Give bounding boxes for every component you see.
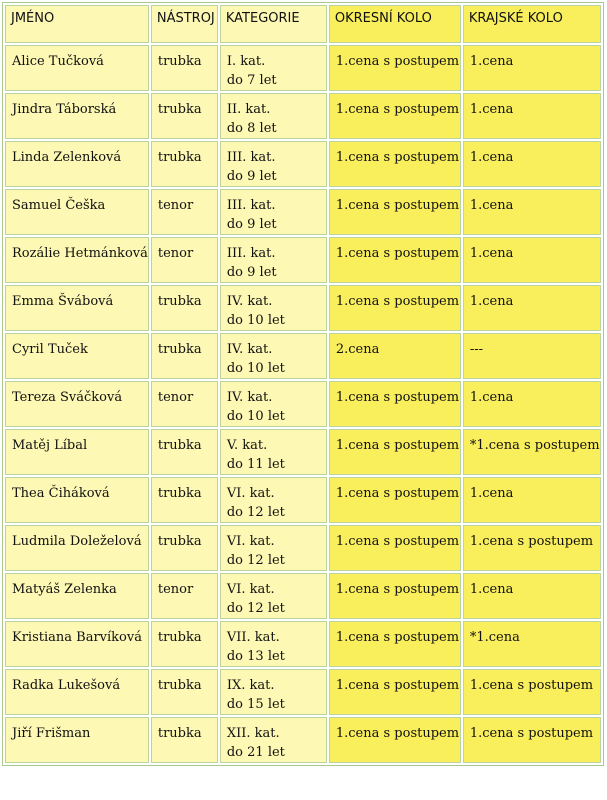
header-row xyxy=(5,5,601,43)
category-level: VI. kat. xyxy=(226,582,275,597)
district-result: 1.cena s postupem xyxy=(329,237,461,283)
table-row xyxy=(5,477,601,523)
district-result: 1.cena s postupem xyxy=(329,573,461,619)
instrument: trubka xyxy=(151,477,218,523)
category-level: II. kat. xyxy=(226,102,271,117)
instrument: tenor xyxy=(151,189,218,235)
instrument: tenor xyxy=(151,237,218,283)
category-level: III. kat. xyxy=(226,246,276,261)
category-level: III. kat. xyxy=(226,198,276,213)
instrument: trubka xyxy=(151,669,218,715)
category-level: VII. kat. xyxy=(226,630,280,645)
header-category: KATEGORIE xyxy=(220,5,327,43)
category xyxy=(220,93,327,139)
student-name: Samuel Češka xyxy=(5,189,149,235)
district-result: 1.cena s postupem xyxy=(329,621,461,667)
district-result: 1.cena s postupem xyxy=(329,525,461,571)
category-level: VI. kat. xyxy=(226,486,275,501)
regional-result: 1.cena xyxy=(463,237,601,283)
category-age: do 12 let xyxy=(226,505,285,520)
instrument: trubka xyxy=(151,45,218,91)
regional-result: *1.cena s postupem xyxy=(463,429,601,475)
table-row xyxy=(5,573,601,619)
student-name: Radka Lukešová xyxy=(5,669,149,715)
category xyxy=(220,477,327,523)
regional-result: 1.cena xyxy=(463,285,601,331)
category-age: do 9 let xyxy=(226,265,277,280)
category-age: do 8 let xyxy=(226,121,277,136)
student-name: Thea Čiháková xyxy=(5,477,149,523)
regional-result: 1.cena xyxy=(463,141,601,187)
category-level: I. kat. xyxy=(226,54,266,69)
instrument: tenor xyxy=(151,381,218,427)
category-age: do 13 let xyxy=(226,649,285,664)
district-result: 2.cena xyxy=(329,333,461,379)
category-age: do 15 let xyxy=(226,697,285,712)
table-row xyxy=(5,45,601,91)
category-age: do 12 let xyxy=(226,601,285,616)
student-name: Kristiana Barvíková xyxy=(5,621,149,667)
student-name: Alice Tučková xyxy=(5,45,149,91)
student-name: Rozálie Hetmánková xyxy=(5,237,149,283)
student-name: Matěj Líbal xyxy=(5,429,149,475)
category-age: do 10 let xyxy=(226,409,285,424)
regional-result: 1.cena xyxy=(463,189,601,235)
instrument: trubka xyxy=(151,93,218,139)
student-name: Ludmila Doleželová xyxy=(5,525,149,571)
regional-result: --- xyxy=(463,333,601,379)
category-age: do 12 let xyxy=(226,553,285,568)
student-name: Emma Švábová xyxy=(5,285,149,331)
district-result: 1.cena s postupem xyxy=(329,45,461,91)
district-result: 1.cena s postupem xyxy=(329,93,461,139)
category xyxy=(220,717,327,763)
regional-result: 1.cena s postupem xyxy=(463,717,601,763)
header-name: JMÉNO xyxy=(5,5,149,43)
header-instrument: NÁSTROJ xyxy=(151,5,218,43)
category xyxy=(220,237,327,283)
table-row xyxy=(5,189,601,235)
instrument: trubka xyxy=(151,621,218,667)
category-age: do 9 let xyxy=(226,169,277,184)
district-result: 1.cena s postupem xyxy=(329,429,461,475)
student-name: Linda Zelenková xyxy=(5,141,149,187)
table-row xyxy=(5,717,601,763)
category xyxy=(220,573,327,619)
table-row xyxy=(5,285,601,331)
instrument: trubka xyxy=(151,429,218,475)
table-body xyxy=(5,45,601,763)
category-level: IV. kat. xyxy=(226,294,273,309)
instrument: trubka xyxy=(151,717,218,763)
table-row xyxy=(5,621,601,667)
category xyxy=(220,333,327,379)
instrument: trubka xyxy=(151,285,218,331)
category-age: do 7 let xyxy=(226,73,277,88)
category xyxy=(220,141,327,187)
regional-result: 1.cena xyxy=(463,477,601,523)
instrument: trubka xyxy=(151,525,218,571)
district-result: 1.cena s postupem xyxy=(329,285,461,331)
category-level: V. kat. xyxy=(226,438,268,453)
table-row xyxy=(5,429,601,475)
regional-result: 1.cena s postupem xyxy=(463,669,601,715)
table-row xyxy=(5,669,601,715)
student-name: Matyáš Zelenka xyxy=(5,573,149,619)
instrument: trubka xyxy=(151,141,218,187)
category xyxy=(220,189,327,235)
instrument: trubka xyxy=(151,333,218,379)
category xyxy=(220,285,327,331)
category xyxy=(220,621,327,667)
category xyxy=(220,525,327,571)
category-level: XII. kat. xyxy=(226,726,280,741)
category xyxy=(220,429,327,475)
category-age: do 10 let xyxy=(226,313,285,328)
category-age: do 21 let xyxy=(226,745,285,760)
regional-result: 1.cena xyxy=(463,45,601,91)
header-district-round: OKRESNÍ KOLO xyxy=(329,5,461,43)
regional-result: 1.cena xyxy=(463,93,601,139)
instrument: tenor xyxy=(151,573,218,619)
district-result: 1.cena s postupem xyxy=(329,477,461,523)
category-level: VI. kat. xyxy=(226,534,275,549)
category-level: IX. kat. xyxy=(226,678,275,693)
category xyxy=(220,381,327,427)
student-name: Cyril Tuček xyxy=(5,333,149,379)
table-row xyxy=(5,525,601,571)
category xyxy=(220,45,327,91)
regional-result: *1.cena xyxy=(463,621,601,667)
district-result: 1.cena s postupem xyxy=(329,141,461,187)
category xyxy=(220,669,327,715)
results-table xyxy=(2,2,604,766)
student-name: Jiří Frišman xyxy=(5,717,149,763)
results-table-wrapper xyxy=(2,2,604,766)
regional-result: 1.cena xyxy=(463,573,601,619)
table-row xyxy=(5,381,601,427)
category-age: do 9 let xyxy=(226,217,277,232)
category-age: do 11 let xyxy=(226,457,285,472)
table-row xyxy=(5,237,601,283)
category-level: IV. kat. xyxy=(226,390,273,405)
category-level: IV. kat. xyxy=(226,342,273,357)
table-row xyxy=(5,333,601,379)
header-regional-round: KRAJSKÉ KOLO xyxy=(463,5,601,43)
district-result: 1.cena s postupem xyxy=(329,381,461,427)
student-name: Tereza Sváčková xyxy=(5,381,149,427)
district-result: 1.cena s postupem xyxy=(329,717,461,763)
table-row xyxy=(5,141,601,187)
category-age: do 10 let xyxy=(226,361,285,376)
table-row xyxy=(5,93,601,139)
student-name: Jindra Táborská xyxy=(5,93,149,139)
district-result: 1.cena s postupem xyxy=(329,669,461,715)
regional-result: 1.cena xyxy=(463,381,601,427)
district-result: 1.cena s postupem xyxy=(329,189,461,235)
category-level: III. kat. xyxy=(226,150,276,165)
regional-result: 1.cena s postupem xyxy=(463,525,601,571)
